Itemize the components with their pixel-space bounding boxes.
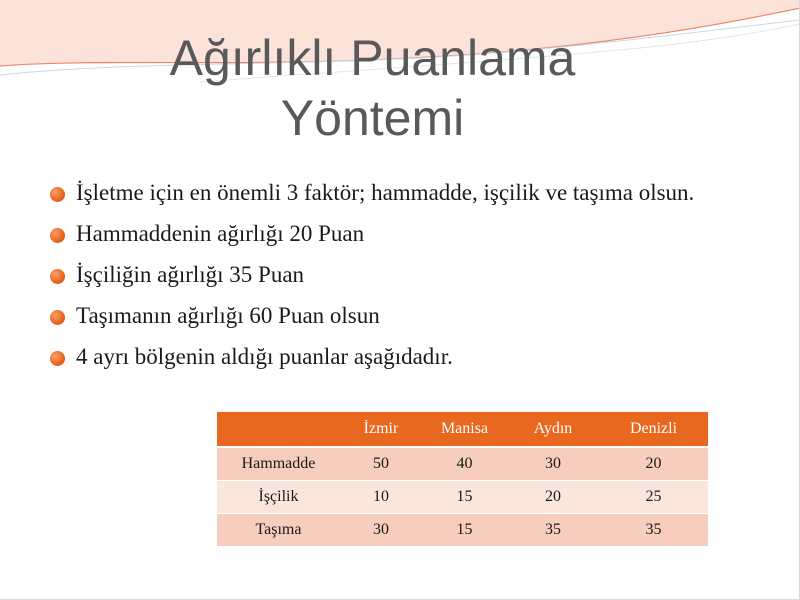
orange-sphere-bullet-icon bbox=[50, 187, 65, 202]
table-header-cell: İzmir bbox=[340, 412, 422, 447]
table-row-label: Taşıma bbox=[217, 514, 340, 547]
slide-title-line-1: Ağırlıklı Puanlama bbox=[169, 30, 576, 86]
table-row bbox=[217, 447, 708, 481]
orange-sphere-bullet-icon bbox=[50, 351, 65, 366]
bullet-list bbox=[48, 176, 748, 381]
table-cell: 15 bbox=[422, 514, 507, 547]
table-cell: 10 bbox=[340, 481, 422, 514]
table-cell: 35 bbox=[507, 514, 599, 547]
table-cell: 20 bbox=[599, 447, 708, 481]
table-header-cell bbox=[217, 412, 340, 447]
bullet-item bbox=[48, 258, 748, 291]
bullet-text: İşletme için en önemli 3 faktör; hammadde, işçilik ve taşıma olsun. bbox=[76, 180, 695, 205]
bullet-item bbox=[48, 299, 748, 332]
table-cell: 40 bbox=[422, 447, 507, 481]
table-row-label: İşçilik bbox=[217, 481, 340, 514]
region-scores-table bbox=[217, 412, 708, 546]
orange-sphere-bullet-icon bbox=[50, 310, 65, 325]
table-row bbox=[217, 514, 708, 547]
bullet-text: İşçiliğin ağırlığı 35 Puan bbox=[76, 262, 305, 287]
orange-sphere-bullet-icon bbox=[50, 269, 65, 284]
table-header-cell: Manisa bbox=[422, 412, 507, 447]
table-row-label: Hammadde bbox=[217, 447, 340, 481]
table-row bbox=[217, 481, 708, 514]
table-header-cell: Aydın bbox=[507, 412, 599, 447]
table-cell: 50 bbox=[340, 447, 422, 481]
bullet-item bbox=[48, 217, 748, 250]
table-cell: 25 bbox=[599, 481, 708, 514]
bullet-item bbox=[48, 176, 748, 209]
table-cell: 30 bbox=[507, 447, 599, 481]
table-cell: 35 bbox=[599, 514, 708, 547]
bullet-text: 4 ayrı bölgenin aldığı puanlar aşağıdadır. bbox=[76, 344, 453, 369]
table-cell: 20 bbox=[507, 481, 599, 514]
bullet-text: Hammaddenin ağırlığı 20 Puan bbox=[76, 221, 365, 246]
bullet-text: Taşımanın ağırlığı 60 Puan olsun bbox=[76, 303, 380, 328]
slide-title-line-2: Yöntemi bbox=[280, 90, 465, 146]
slide-title bbox=[80, 28, 665, 148]
table-cell: 15 bbox=[422, 481, 507, 514]
table-header-cell: Denizli bbox=[599, 412, 708, 447]
orange-sphere-bullet-icon bbox=[50, 228, 65, 243]
table-header-row bbox=[217, 412, 708, 447]
table-cell: 30 bbox=[340, 514, 422, 547]
bullet-item bbox=[48, 340, 748, 373]
